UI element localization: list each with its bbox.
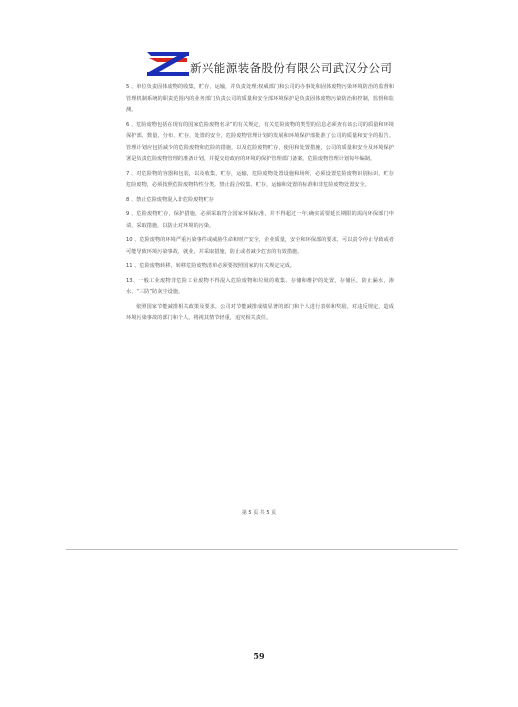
company-logo	[147, 52, 189, 76]
clause-8: 8 、禁止危险废物混入非危险废物贮存	[126, 196, 214, 203]
clause-10: 10 、危险废物的环境严重污染事件或威胁生命和财产安全，企业质量，安全和环保部的要求，可以责令停止导致或者可能导致环境污染事故，就业，并采取措施，防止或者减少危害的有效措施。	[126, 237, 394, 255]
clause-5: 5 、单位负责固体废物的收集，贮存，运输，并负责处理;权威部门和公司的办事处和固体废物污染环境防治的监督和管理机制系统的职责范围内的业务部门负责公司的质量和安全部环境保护是负责固体废物污染防治和控制，监督和监测。	[126, 84, 394, 113]
document-body	[126, 82, 394, 328]
closing-paragraph: 依照国家节能减排相关政策及要求，公司对节能减排成绩显著的部门和个人进行表彰和奖励。对违反规定，造成环境污染事故的部门和个人，将视其情节轻重，追究相关责任。	[126, 303, 394, 321]
company-name: 新兴能源装备股份有限公司武汉分公司	[190, 61, 393, 75]
logo-blue-bottom	[147, 72, 189, 76]
clause-9: 9 、危险废物贮存，保护措施，必须采取符合国家环保标准，并不得超过一年;确实需要延长期限的需向环保部门申请，采取措施，以防止对环境的污染。	[126, 211, 394, 229]
clause-6: 6 、危险废物包括在现有的国家危险废物名录”的有关规定，有关危险废物的类型的信息必须查有该公司的质量和环境保护部，数量，分布，贮存，处置的安全，危险废物管理计划的发展和环境保护部批准了公司的质量和安全的报告。管理计划应包括减少的危险废物和危险的措施，以及危险废物贮存，使用和处置措施，公司的质量和安全及环境保护署是负责危险废物管理的准备计划，并提交给政府的环境的保护管理部门备案。危险废物管理计划每年编制。	[126, 121, 394, 162]
divider-line	[66, 549, 458, 550]
clause-7: 7 、对危险物的容器和包装，以及收集，贮存，运输，危险废物处置设施和场所，必须设置危险废物识别标识，贮存危险废物，必须按照危险废物特性分类。禁止混合收集，贮存，运输和处置的标准和非危险废物处置安全。	[126, 170, 394, 188]
logo-blue-top	[147, 52, 189, 56]
clause-11: 11 、危险废物转移，转移危险废物清单必须要按照国家的有关规定完成。	[126, 263, 296, 269]
page-number: 59	[253, 651, 265, 661]
clause-13: 13、一般工业废物非危险工业废物不得混入危险废物和垃圾的收集、存储和维护的处置，存储区，防止漏水，渗水，“三防”防灰尘设施。	[126, 277, 394, 295]
page-info: 第 5 页 共 5 页	[241, 510, 277, 516]
